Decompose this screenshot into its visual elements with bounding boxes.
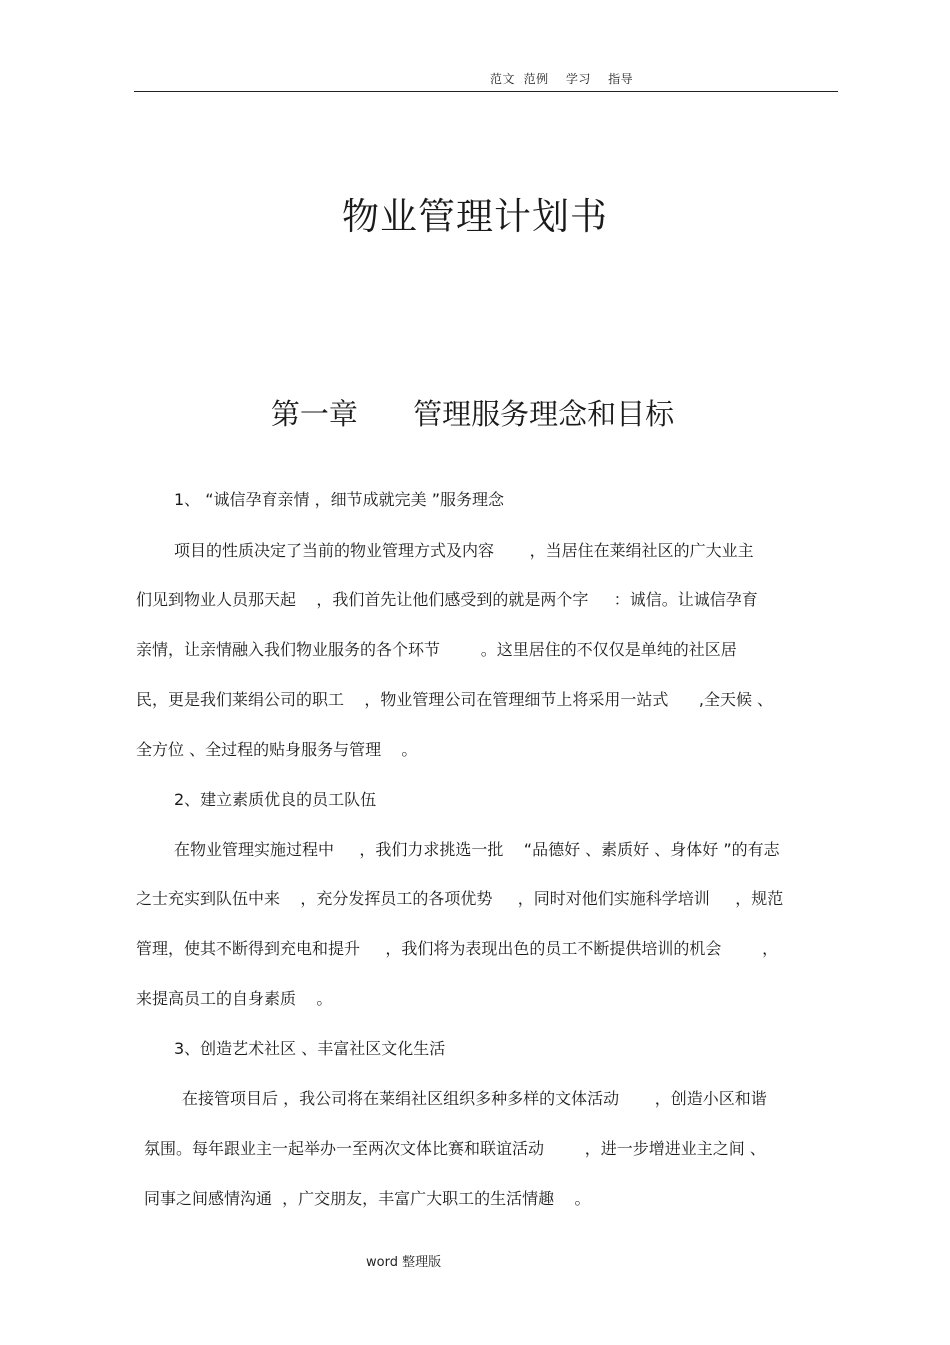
paragraph-line: 全方位 、全过程的贴身服务与管理 。 — [136, 740, 418, 759]
paragraph-line: 管理，使其不断得到充电和提升 ，我们将为表现出色的员工不断提供培训的机会 ， — [136, 939, 779, 958]
section-heading: 2、建立素质优良的员工队伍 — [174, 790, 377, 809]
paragraph-line: 项目的性质决定了当前的物业管理方式及内容 ，当居住在莱绢社区的广大业主 — [174, 541, 754, 560]
section-heading: 3、创造艺术社区 、丰富社区文化生活 — [174, 1039, 446, 1058]
header-divider — [134, 91, 838, 92]
paragraph-line: 在物业管理实施过程中 ，我们力求挑选一批 “品德好 、素质好 、身体好 ”的有志 — [174, 840, 780, 859]
page-footer: word 整理版 — [366, 1255, 442, 1270]
paragraph-line: 们见到物业人员那天起 ，我们首先让他们感受到的就是两个字 ：诚信。让诚信孕育 — [136, 590, 758, 609]
document-title: 物业管理计划书 — [342, 195, 608, 238]
paragraph-line: 氛围。每年跟业主一起举办一至两次文体比赛和联谊活动 ，进一步增进业主之间 、 — [144, 1139, 766, 1158]
paragraph-line: 亲情，让亲情融入我们物业服务的各个环节 。这里居住的不仅仅是单纯的社区居 — [136, 640, 737, 659]
paragraph-line: 民，更是我们莱绢公司的职工 ，物业管理公司在管理细节上将采用一站式 ,全天候 、 — [136, 690, 774, 709]
chapter-heading: 第一章 管理服务理念和目标 — [270, 397, 675, 431]
paragraph-line: 来提高员工的自身素质 。 — [136, 989, 333, 1008]
paragraph-line: 在接管项目后 ，我公司将在莱绢社区组织多种多样的文体活动 ，创造小区和谐 — [182, 1089, 767, 1108]
paragraph-line: 之士充实到队伍中来 ，充分发挥员工的各项优势 ，同时对他们实施科学培训 ，规范 — [136, 889, 784, 908]
header-text: 范文 范例 学习 指导 — [490, 72, 634, 86]
paragraph-line: 同事之间感情沟通 ，广交朋友，丰富广大职工的生活情趣 。 — [144, 1189, 591, 1208]
section-heading: 1、 “诚信孕育亲情 ，细节成就完美 ”服务理念 — [174, 490, 505, 509]
